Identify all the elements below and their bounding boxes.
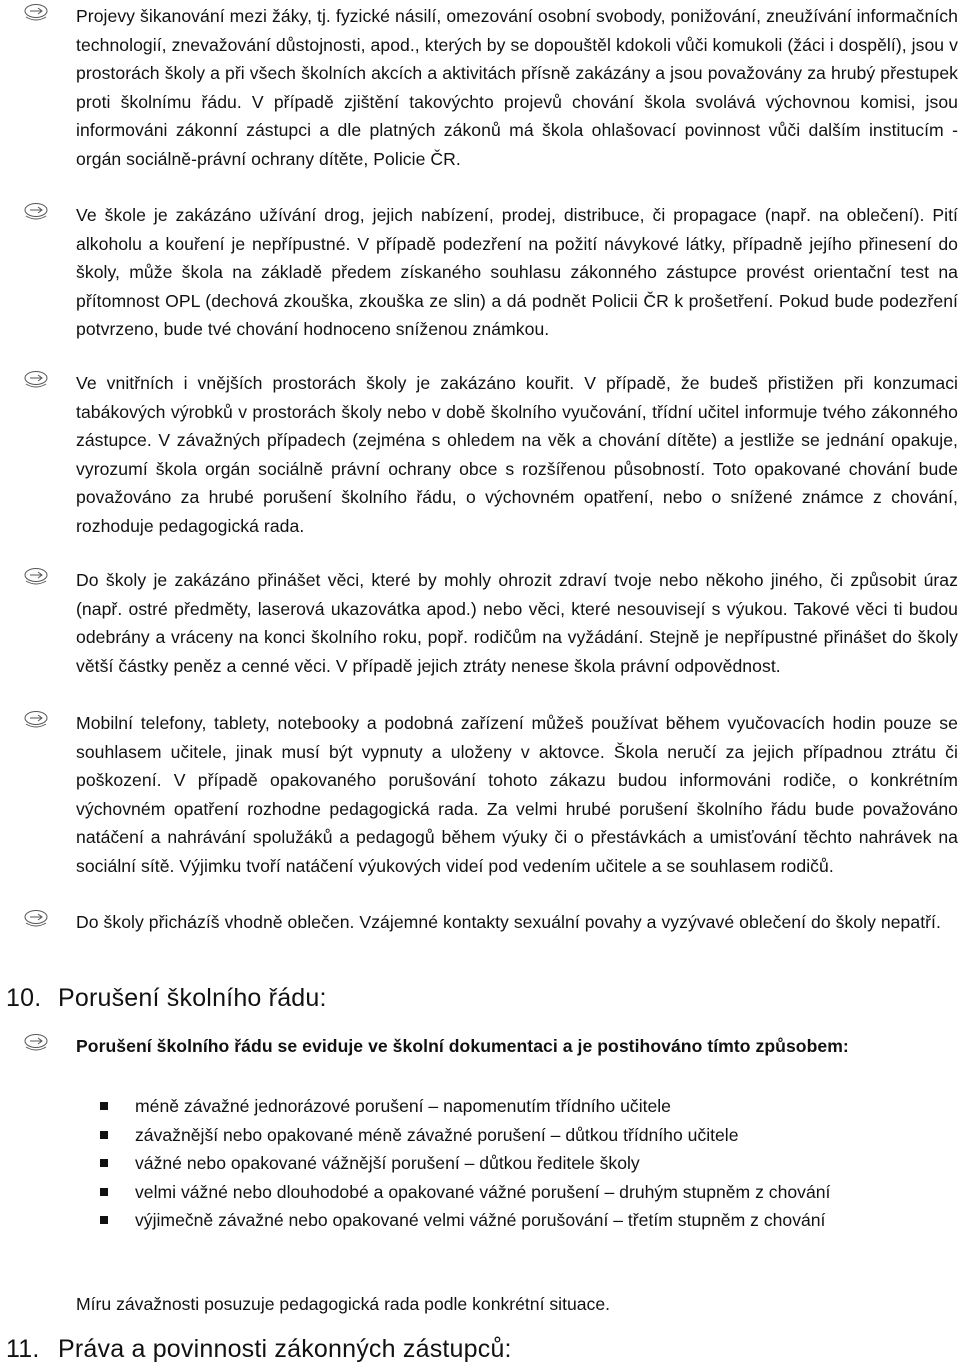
penalty-item: výjimečně závažné nebo opakované velmi vážné porušování – třetím stupněm z chování	[100, 1206, 958, 1235]
section-heading-10	[6, 982, 327, 1014]
bullet-arrow-icon	[22, 369, 52, 391]
bullet-arrow-icon	[22, 566, 52, 588]
square-bullet-icon	[100, 1216, 108, 1224]
square-bullet-icon	[100, 1188, 108, 1196]
paragraph: Projevy šikanování mezi žáky, tj. fyzické násilí, omezování osobní svobody, ponižování, zneužívání informačních technologií, znevažování důstojnosti, apod., kterých by se dopouštěl kdokoli vůči komukoli (žáci i dospělí), jsou v prostorách školy a při všech školních akcích a aktivitách přísně zakázány a jsou považovány za hrubý přestupek proti školnímu řádu. V případě zjištění takovýchto projevů chování škola svolává výchovnou komisi, jsou informováni zákonní zástupci a dle platných zákonů má škola ohlašovací povinnost vůči dalším institucím - orgán sociálně-právní ochrany dítěte, Policie ČR.	[76, 6, 958, 169]
closing-note: Míru závažnosti posuzuje pedagogická rada podle konkrétní situace.	[76, 1294, 610, 1314]
bullet-arrow-icon	[22, 908, 52, 930]
square-bullet-icon	[100, 1102, 108, 1110]
paragraph: Do školy je zakázáno přinášet věci, které by mohly ohrozit zdraví tvoje nebo někoho jiného, či způsobit úraz (např. ostré předměty, laserová ukazovátka apod.) nebo věci, které nesouvisejí s výukou. Takové věci ti budou odebrány a vráceny na konci školního roku, popř. rodičům na vyžádání. Stejně je nepřípustné přinášet do školy větší částky peněz a cenné věci. V případě jejich ztráty nenese škola právní odpovědnost.	[76, 570, 958, 676]
bullet-arrow-icon	[22, 709, 52, 731]
penalty-item: méně závažné jednorázové porušení – napomenutím třídního učitele	[100, 1092, 958, 1121]
section-title: Porušení školního řádu:	[58, 984, 327, 1012]
section-lead: Porušení školního řádu se eviduje ve školní dokumentaci a je postihováno tímto způsobem:	[76, 1036, 849, 1056]
paragraph: Ve vnitřních i vnějších prostorách školy je zakázáno kouřit. V případě, že budeš přistižen při konzumaci tabákových výrobků v prostorách školy nebo v době školního vyučování, třídní učitel informuje tvého zákonného zástupce. V závažných případech (zejména s ohledem na věk a chování dítěte) a jestliže se jednání opakuje, vyrozumí škola orgán sociálně právní ochrany obce s rozšířenou působností. Toto opakované chování bude považováno za hrubé porušení školního řádu, o výchovném opatření, nebo o snížené známce z chování, rozhoduje pedagogická rada.	[76, 373, 958, 536]
paragraph: Ve škole je zakázáno užívání drog, jejich nabízení, prodej, distribuce, či propagace (např. na oblečení). Pití alkoholu a kouření je nepřípustné. V případě podezření na požití návykové látky, případně jejího přinesení do školy, může škola na základě předem získaného souhlasu zákonného zástupce provést orientační test na přítomnost OPL (dechová zkouška, zkouška ze slin) a dá podnět Policii ČR k prošetření. Pokud bude podezření potvrzeno, bude tvé chování hodnoceno sníženou známkou.	[76, 205, 958, 339]
bullet-arrow-icon	[22, 2, 52, 24]
paragraph: Mobilní telefony, tablety, notebooky a podobná zařízení můžeš používat během vyučovacích hodin pouze se souhlasem učitele, jinak musí být vypnuty a uloženy v aktovce. Škola neručí za jejich případnou ztrátu či poškození. V případě opakovaného porušování tohoto zákazu budou informováni rodiče, o konkrétním výchovném opatření rozhodne pedagogická rada. Za velmi hrubé porušení školního řádu bude považováno natáčení a nahrávání spolužáků a pedagogů během výuky či o přestávkách a umisťování těchto nahrávek na sociální sítě. Výjimku tvoří natáčení výukových videí pod vedením učitele a se souhlasem rodičů.	[76, 713, 958, 876]
paragraph: Do školy přicházíš vhodně oblečen. Vzájemné kontakty sexuální povahy a vyzývavé oblečení do školy nepatří.	[76, 912, 941, 932]
section-number: 11.	[6, 1335, 40, 1363]
penalty-item: vážné nebo opakované vážnější porušení – důtkou ředitele školy	[100, 1149, 958, 1178]
penalty-list	[100, 1092, 958, 1235]
bullet-arrow-icon	[22, 1032, 52, 1054]
section-title: Práva a povinnosti zákonných zástupců:	[58, 1335, 512, 1363]
section-number: 10.	[6, 984, 42, 1012]
square-bullet-icon	[100, 1131, 108, 1139]
bullet-arrow-icon	[22, 201, 52, 223]
penalty-item: velmi vážné nebo dlouhodobé a opakované vážné porušení – druhým stupněm z chování	[100, 1178, 958, 1207]
penalty-item: závažnější nebo opakované méně závažné porušení – důtkou třídního učitele	[100, 1121, 958, 1150]
section-heading-11	[6, 1333, 512, 1365]
square-bullet-icon	[100, 1159, 108, 1167]
